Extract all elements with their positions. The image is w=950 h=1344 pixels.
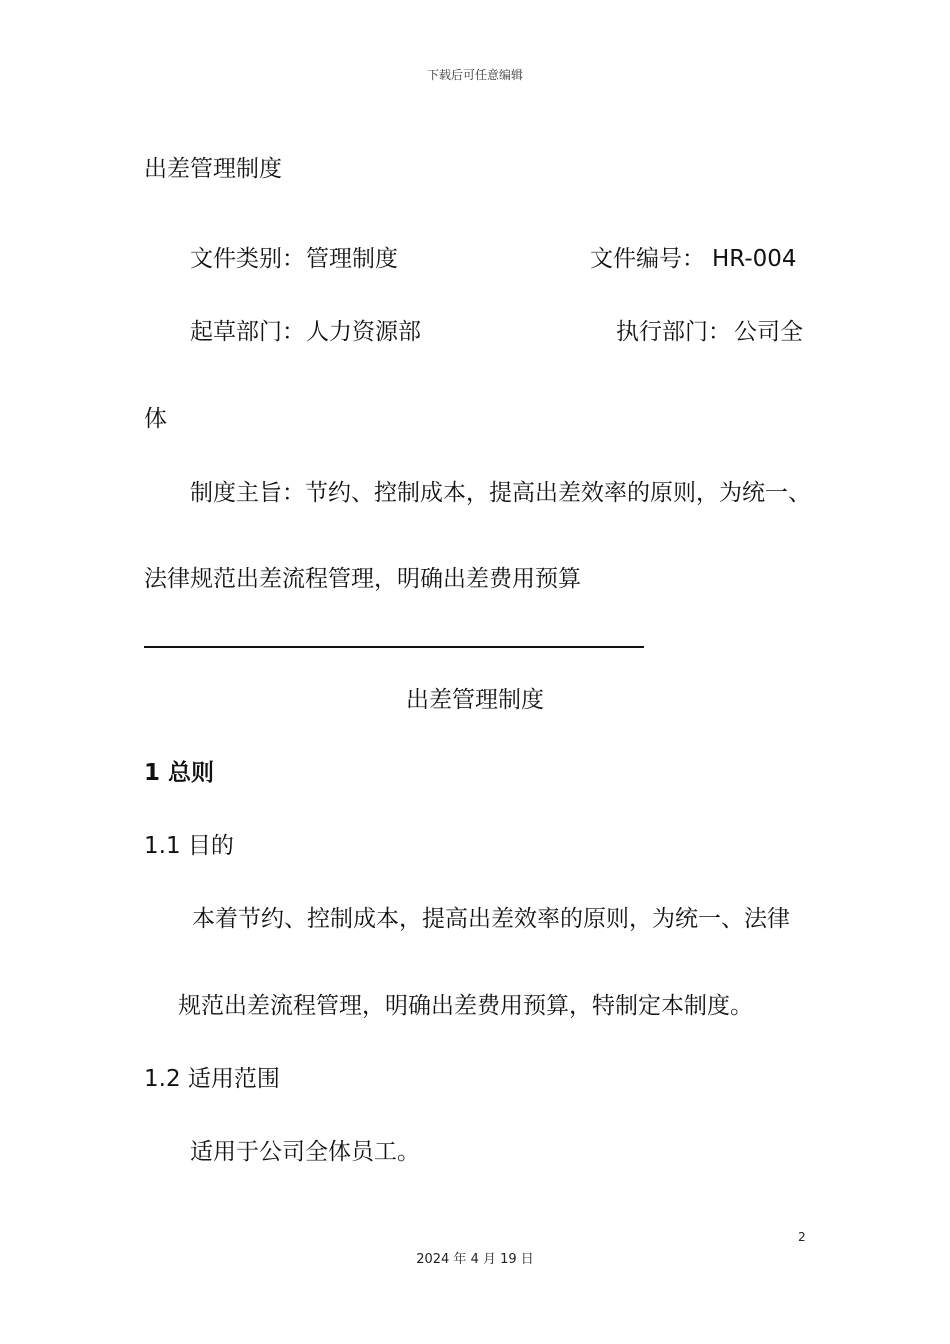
exec-value: 公司全 — [734, 319, 803, 345]
dept-label: 起草部门： — [190, 319, 305, 345]
category-label: 文件类别： — [190, 246, 305, 272]
footer-date: 2024 年 4 月 19 日 — [416, 1252, 534, 1267]
page-number: 2 — [798, 1230, 806, 1244]
section-heading: 1 总则 — [144, 760, 215, 786]
subsection-heading-purpose: 1.1 目的 — [144, 833, 234, 859]
purpose-paragraph-line-2: 规范出差流程管理，明确出差费用预算，特制定本制度。 — [178, 993, 753, 1019]
purpose-paragraph-line-1: 本着节约、控制成本，提高出差效率的原则，为统一、法律 — [192, 906, 790, 932]
purpose-line-1: 制度主旨：节约、控制成本，提高出差效率的原则，为统一、 — [190, 480, 811, 506]
dept-value: 人力资源部 — [306, 319, 421, 345]
subsection-heading-scope: 1.2 适用范围 — [144, 1066, 280, 1092]
center-title: 出差管理制度 — [406, 687, 544, 713]
document-title: 出差管理制度 — [144, 156, 282, 182]
purpose-line-2: 法律规范出差流程管理，明确出差费用预算 — [144, 566, 581, 592]
scope-paragraph: 适用于公司全体员工。 — [190, 1139, 420, 1165]
number-value: HR-004 — [712, 246, 797, 272]
exec-value-continued: 体 — [144, 406, 167, 432]
number-label: 文件编号： — [590, 246, 705, 272]
divider-rule — [144, 646, 644, 648]
exec-label: 执行部门： — [616, 319, 731, 345]
header-note: 下载后可任意编辑 — [426, 68, 523, 82]
category-value: 管理制度 — [306, 246, 398, 272]
